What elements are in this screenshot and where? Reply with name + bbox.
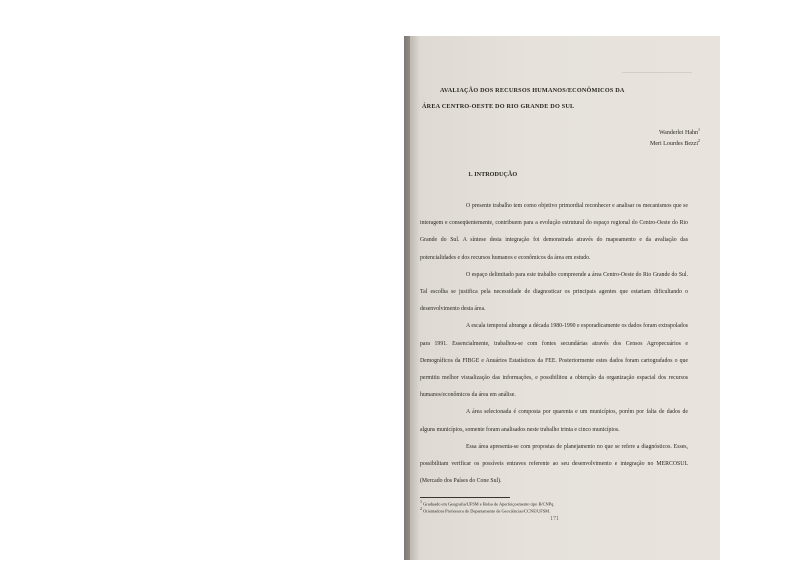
page-gutter-shadow [404,36,410,560]
title-line-1: AVALIAÇÃO DOS RECURSOS HUMANOS/ECONÔMICOS DA [440,87,625,94]
author-2: Meri Lourdes Bezzi$^2$ [650,138,700,147]
paragraph: Essa área apresenta-se com propostas de planejamento no que se refere a diagnósticos. Esses, possibilitam verificar os possíveis entraves referente ao seu desenvolvimento e integração no MERCOSUL (Mercado dos Países do Cone Sul). [420,443,688,485]
footnote-marker-2: 2 [698,138,700,143]
author-1: Wanderlei Hahn$^1$ [659,127,700,136]
footnote-2: $^2$ Orientadora Professora do Departamento de Geociências/CCNE/UFSM. [420,506,551,514]
page-number: 171 [550,516,559,522]
footnote-1: $^1$ Graduado em Geografia/UFSM e Bolsa de Aperfeiçoamento tipo B/CNPq. [420,499,555,507]
bleed-through-mark [622,62,692,73]
paragraph: O espaço delimitado para este trabalho compreende a área Centro-Oeste do Rio Grande do Sul. Tal escolha se justifica pela necessidade de diagnosticar os principais agentes que estariam dificultando o desenvolvimento desta área. [420,271,688,313]
title-line-2: ÁREA CENTRO-OESTE DO RIO GRANDE DO SUL [422,103,575,110]
section-heading: 1. INTRODUÇÃO [468,171,518,178]
document-page [420,80,700,550]
paragraph: O presente trabalho tem como objetivo primordial reconhecer e analisar os mecanismos que se interagem e conseqüentemente, contribuem para a evolução estrutural do espaço regional do Centro-Oeste do Rio Grande do Sul. A síntese desta integração foi demonstrada através do mapeamento e da avaliação das potencialidades e dos recursos humanos e econômicos da área em estudo. [420,203,688,261]
author-list [650,128,700,150]
body-text [420,198,688,490]
paragraph: A área selecionada é composta por quarenta e um municípios, porém por falta de dados de alguns municípios, somente foram analisados neste trabalho trinta e cinco municípios. [420,409,688,433]
footnote-divider [420,497,510,498]
footnote-marker-1: 1 [698,127,700,132]
paragraph: A escala temporal abrange a década 1980-1990 e esporadicamente os dados foram extrapolados para 1991. Essencialmente, trabalhou-se com fontes secundárias através dos Censos Agropecuários e Demográficos da FIBGE e Anuários Estatísticos da FEE. Posteriormente estes dados foram cartografados o que permitiu melhor visualização das informações, e possibilitou a obtenção da organização espacial dos recursos humanos/econômicos da área em análise. [420,323,688,399]
